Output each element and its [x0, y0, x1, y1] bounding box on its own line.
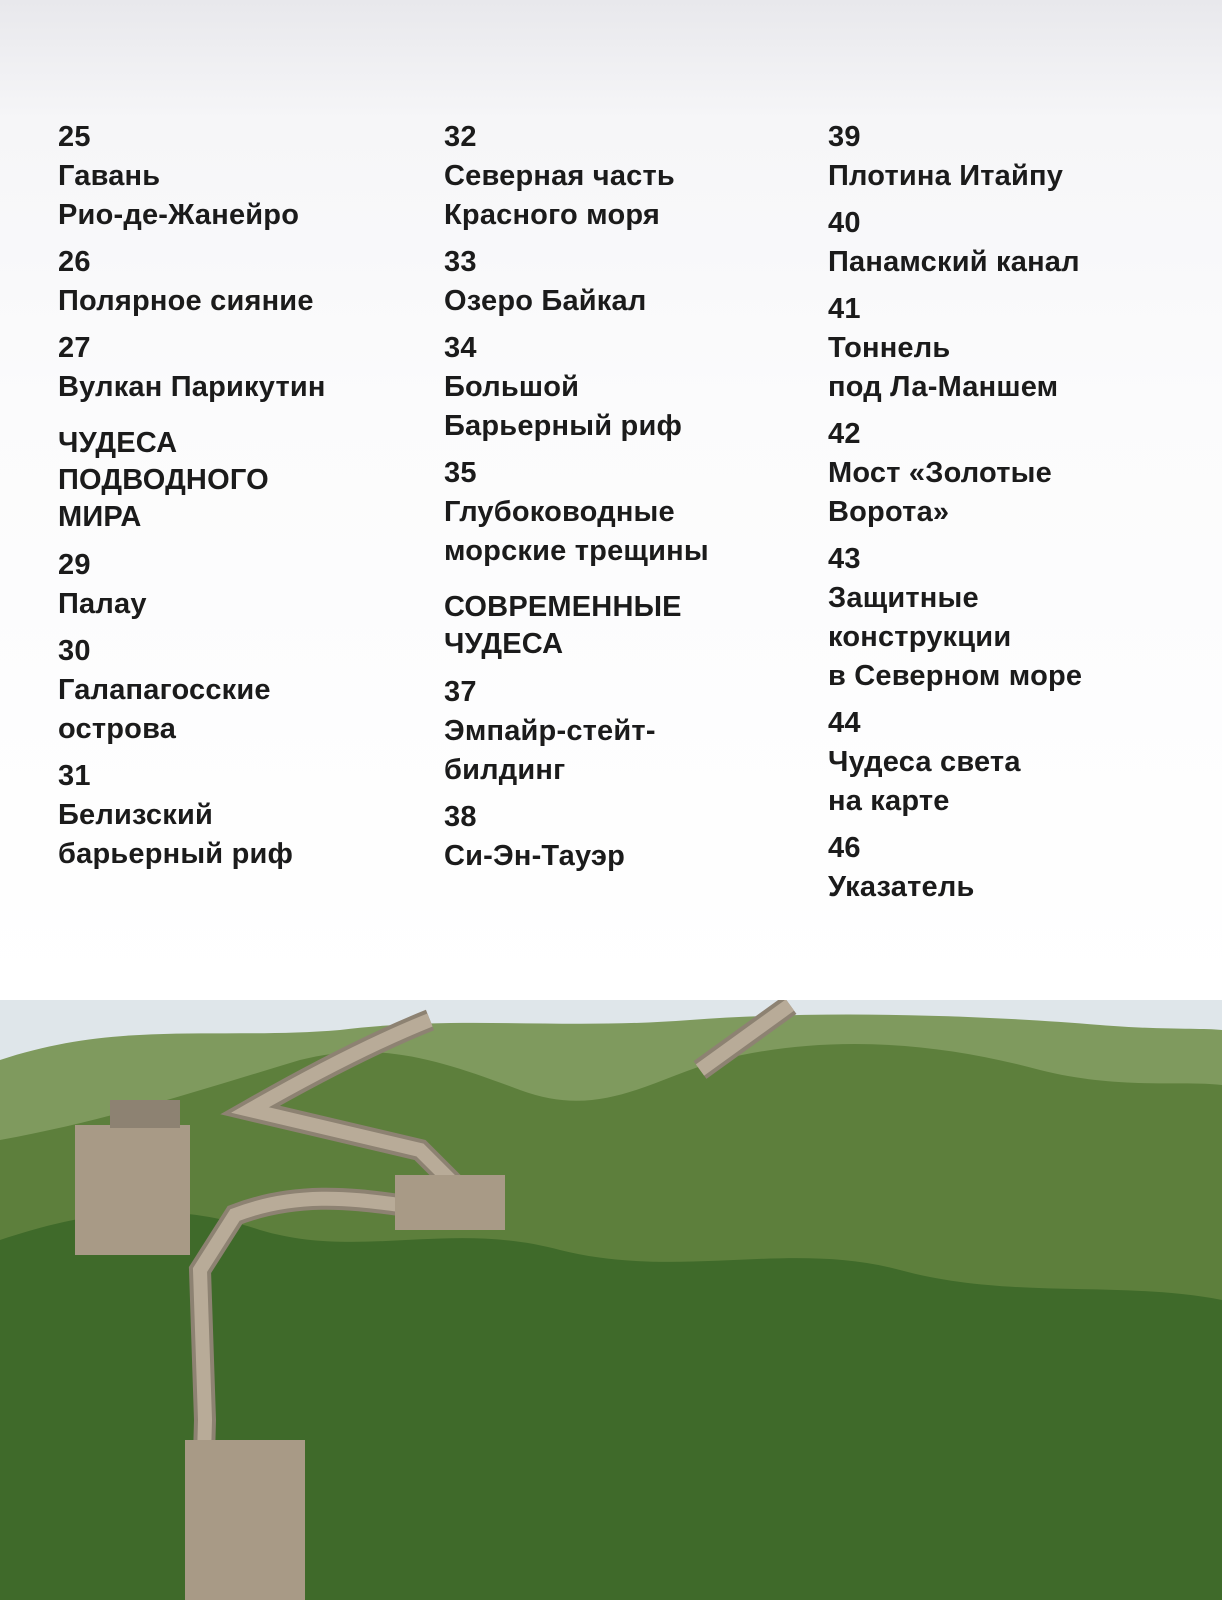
entry-title: Тоннель под Ла-Маншем [828, 332, 1059, 403]
page-number: 33 [444, 246, 477, 278]
toc-entry[interactable] [828, 829, 1188, 907]
entry-title: Озеро Байкал [444, 285, 647, 317]
great-wall-photo [0, 1000, 1222, 1600]
entry-title: Большой Барьерный риф [444, 371, 683, 442]
entry-title: Полярное сияние [58, 285, 314, 317]
entry-title: Си-Эн-Тауэр [444, 840, 626, 872]
page-number: 39 [828, 121, 861, 153]
toc-entry[interactable] [444, 673, 804, 790]
entry-title: Указатель [828, 871, 975, 903]
page-number: 38 [444, 801, 477, 833]
toc-column-1 [58, 118, 418, 882]
watchtower [75, 1125, 190, 1255]
entry-title: Белизский барьерный риф [58, 799, 294, 870]
page-number: 37 [444, 676, 477, 708]
page-number: 32 [444, 121, 477, 153]
page-number: 27 [58, 332, 91, 364]
page-number: 41 [828, 293, 861, 325]
entry-title: Эмпайр-стейт- билдинг [444, 715, 656, 786]
toc-entry[interactable] [828, 118, 1188, 196]
toc-entry[interactable] [828, 415, 1188, 532]
entry-title: Защитные конструкции в Северном море [828, 582, 1083, 692]
toc-column-2 [444, 118, 804, 884]
entry-title: Галапагосские острова [58, 674, 271, 745]
entry-title: Панамский канал [828, 246, 1080, 278]
toc-entry[interactable] [58, 329, 418, 407]
entry-title: Северная часть Красного моря [444, 160, 675, 231]
watchtower [395, 1175, 505, 1230]
page-number: 40 [828, 207, 861, 239]
page-number: 30 [58, 635, 91, 667]
toc-entry[interactable] [444, 118, 804, 235]
entry-title: Палау [58, 588, 147, 620]
toc-entry[interactable] [58, 757, 418, 874]
entry-title: Чудеса света на карте [828, 746, 1021, 817]
great-wall-illustration [0, 1000, 1222, 1600]
entry-title: Плотина Итайпу [828, 160, 1064, 192]
page-number: 31 [58, 760, 91, 792]
entry-title: Вулкан Парикутин [58, 371, 326, 403]
page-number: 43 [828, 543, 861, 575]
toc-entry[interactable] [444, 798, 804, 876]
entry-title: Глубоководные морские трещины [444, 496, 709, 567]
page-number: 26 [58, 246, 91, 278]
toc-entry[interactable] [444, 329, 804, 446]
toc-entry[interactable] [444, 243, 804, 321]
section-heading: ЧУДЕСА ПОДВОДНОГО МИРА [58, 427, 269, 533]
toc-entry[interactable] [828, 204, 1188, 282]
page-number: 44 [828, 707, 861, 739]
watchtower-roof [110, 1100, 180, 1128]
section-heading: СОВРЕМЕННЫЕ ЧУДЕСА [444, 591, 682, 660]
page-number: 25 [58, 121, 91, 153]
toc-entry[interactable] [58, 632, 418, 749]
entry-title: Гавань Рио-де-Жанейро [58, 160, 300, 231]
toc-entry[interactable] [58, 118, 418, 235]
toc-entry[interactable] [828, 704, 1188, 821]
toc-entry[interactable] [828, 540, 1188, 696]
toc-entry[interactable] [444, 454, 804, 571]
toc-column-3 [828, 118, 1188, 915]
page-number: 29 [58, 549, 91, 581]
page-number: 35 [444, 457, 477, 489]
toc-entry[interactable] [828, 290, 1188, 407]
page-number: 46 [828, 832, 861, 864]
page-number: 34 [444, 332, 477, 364]
toc-entry[interactable] [58, 546, 418, 624]
entry-title: Мост «Золотые Ворота» [828, 457, 1052, 528]
watchtower [185, 1440, 305, 1600]
page-number: 42 [828, 418, 861, 450]
toc-entry[interactable] [58, 243, 418, 321]
